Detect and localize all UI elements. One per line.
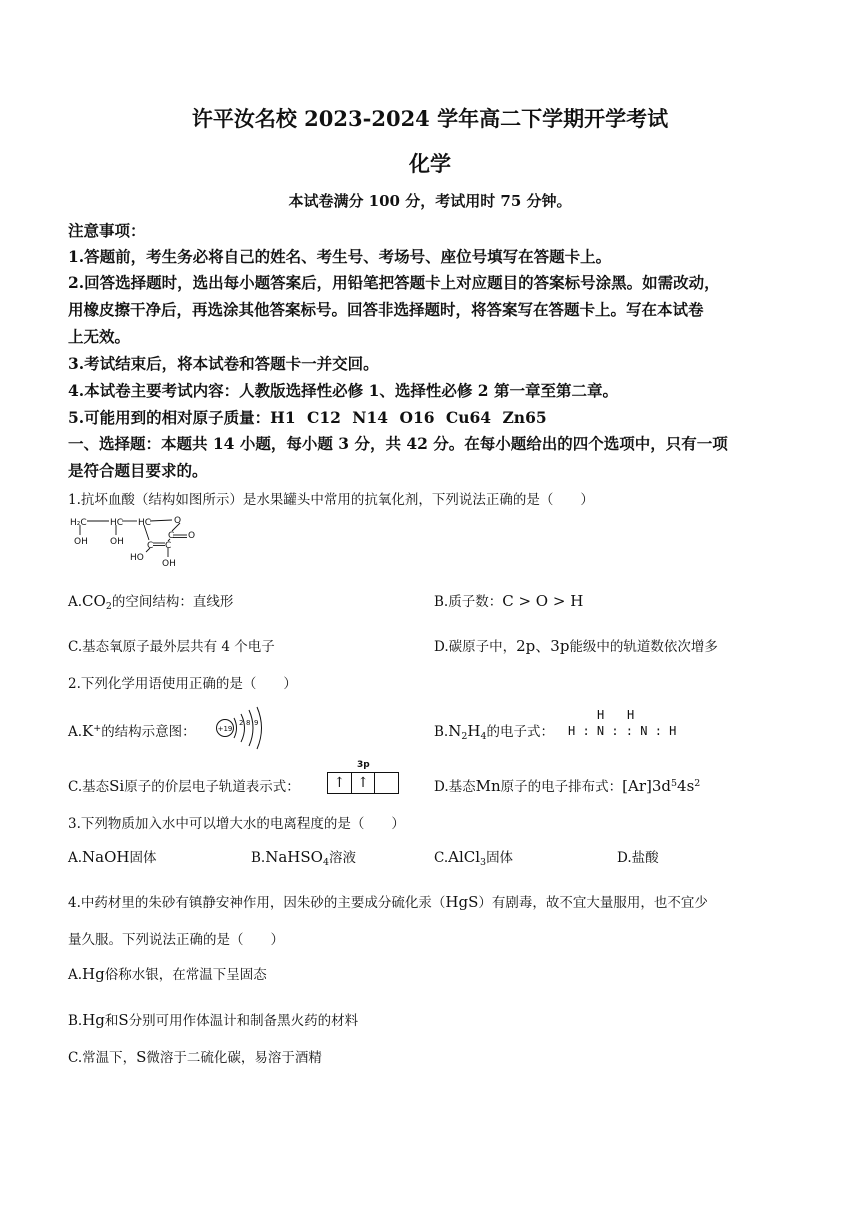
structure-c6: C [165,541,172,551]
n2h4-top-h-1: H [597,708,605,722]
q3-option-b [251,846,356,868]
q1-option-c: C.基态氧原子最外层共有 4 个电子 [68,639,275,655]
q3-b-sub: 4 [322,856,329,868]
q4-stem-pre: 4.中药材里的朱砂有镇静安神作用，因朱砂的主要成分硫化汞（ [68,895,446,911]
q4-stem-line-1 [68,891,708,911]
q2-b-prefix: B. [434,724,449,740]
q4-stem-line-2: 量久服。下列说法正确的是（ ） [68,932,284,948]
notice-item-3: 3.考试结束后，将本试卷和答题卡一并交回。 [68,354,379,373]
q3-b-text: 溶液 [328,850,356,866]
orbital-box-1: ↑ [328,773,352,793]
q2-d-el: Mn [475,777,501,795]
structure-oh-2: OH [110,537,124,547]
subject-title: 化学 [409,151,451,176]
q3-c-sub: 3 [480,856,487,868]
q1-a-text: 的空间结构：直线形 [111,594,234,610]
notice-item-2-line-1: 2.回答选择题时，选出每小题答案后，用铅笔把答题卡上对应题目的答案标号涂黑。如需改动， [68,273,720,292]
q3-c-formula: AlCl [448,848,481,866]
notice-item-2-line-2: 用橡皮擦干净后，再选涂其他答案标号。回答非选择题时，将答案写在答题卡上。写在本试卷 [68,300,704,319]
q3-c-prefix: C. [434,850,449,866]
exam-title: 许平汝名校 2023-2024 学年高二下学期开学考试 [191,106,669,131]
q1-b-prefix: B.质子数： [434,594,503,610]
structure-c5: C [147,541,154,551]
q2-a-ion: K [82,722,94,740]
q3-b-formula: NaHSO [265,848,323,866]
q1-option-d [434,635,718,656]
q4-a-prefix: A. [68,967,83,983]
q2-d-prefix: D.基态 [434,779,476,795]
q3-option-d: D.盐酸 [617,850,659,866]
q4-c-el: S [136,1048,147,1066]
q3-option-a [68,846,157,866]
q2-b-f1: N [448,722,462,740]
orbital-label-3p: 3p [357,760,370,770]
section-heading-line-2: 是符合题目要求的。 [68,461,208,480]
q2-option-c [68,775,300,795]
k-ion-structure-diagram [213,706,269,750]
structure-oh-4: OH [162,559,176,569]
q1-d-prefix: D.碳原子中， [434,639,517,655]
orbital-box-2: ↑ [352,773,376,793]
notice-item-5: 5.可能用到的相对原子质量：H1 C12 N14 O16 Cu64 Zn65 [68,408,547,427]
structure-c3: HC [138,518,152,528]
structure-o-carbonyl: O [188,531,196,541]
structure-oh-1: OH [74,537,88,547]
q4-c-prefix: C.常温下， [68,1050,137,1066]
q2-b-s1: 2 [461,730,468,742]
orbital-box-3 [375,773,398,793]
notice-item-4: 4.本试卷主要考试内容：人教版选择性必修 1、选择性必修 2 第一章至第二章。 [68,381,618,400]
q3-option-c [434,846,513,868]
q2-d-text: 原子的电子排布式： [500,779,623,795]
notice-item-1: 1.答题前，考生务必将自己的姓名、考生号、考场号、座位号填写在答题卡上。 [68,247,612,266]
q1-option-a [68,590,233,612]
q2-stem: 2.下列化学用语使用正确的是（ ） [68,676,297,692]
q2-option-d [434,775,700,795]
k-shell-2: 8 [246,719,251,727]
n2h4-top-h-2: H [627,708,635,722]
q2-d-f2: 4s [677,777,695,795]
q2-b-text: 的电子式： [486,724,554,740]
q3-c-text: 固体 [486,850,514,866]
q2-d-e2: 2 [694,777,701,789]
q4-stem-formula: HgS [445,893,479,911]
si-orbital-diagram [327,760,399,798]
q4-b-text: 分别可用作体温计和制备黑火药的材料 [128,1013,359,1029]
q4-option-c [68,1046,322,1066]
q4-b-mid: 和 [104,1013,119,1029]
q3-a-formula: NaOH [82,848,130,866]
k-shell-3: 9 [254,719,259,727]
q4-a-el: Hg [82,965,105,983]
q4-b-prefix: B. [68,1013,83,1029]
n2h4-electron-formula [568,708,677,748]
q4-stem-post: ）有剧毒，故不宜大量服用，也不宜少 [478,895,708,911]
q2-option-b [434,720,554,742]
q2-c-prefix: C.基态 [68,779,110,795]
q1-b-expr: C > O > H [502,592,584,610]
q3-a-prefix: A. [68,850,83,866]
exam-info: 本试卷满分 100 分，考试用时 75 分钟。 [288,192,572,210]
q4-b-el2: S [118,1011,129,1029]
structure-ho-3: HO [130,553,144,563]
q1-a-sub: 2 [105,600,112,612]
q3-a-text: 固体 [129,850,157,866]
q2-a-charge: + [93,722,102,734]
q2-a-prefix: A. [68,724,83,740]
section-heading-line-1: 一、选择题：本题共 14 小题，每小题 3 分，共 42 分。在每小题给出的四个选项中，只有一项 [68,434,728,453]
q2-b-f2: H [467,722,481,740]
q4-a-text: 俗称水银，在常温下呈固态 [104,967,267,983]
structure-c1: H₂C [70,518,87,528]
q2-c-text: 原子的价层电子轨道表示式： [124,779,300,795]
q1-stem: 1.抗坏血酸（结构如图所示）是水果罐头中常用的抗氧化剂，下列说法正确的是（ ） [68,492,594,508]
q2-option-a [68,720,196,740]
q2-a-text: 的结构示意图： [101,724,196,740]
orbital-boxes [327,772,399,794]
q2-d-e1: 5 [671,777,678,789]
q3-b-prefix: B. [251,850,266,866]
q4-option-b [68,1009,358,1029]
q1-d-text: 能级中的轨道数依次增多 [569,639,718,655]
q1-d-expr: 2p、3p [516,637,570,655]
q1-a-prefix: A. [68,594,83,610]
q3-stem: 3.下列物质加入水中可以增大水的电离程度的是（ ） [68,816,405,832]
ascorbic-acid-structure [66,508,206,570]
q2-c-el: Si [109,777,125,795]
k-nucleus: +19 [217,725,233,733]
q2-b-s2: 4 [480,730,487,742]
n2h4-row: H : N : : N : H [568,724,677,738]
q1-option-b [434,590,583,610]
q2-d-f1: [Ar]3d [622,777,672,795]
q4-c-text: 微溶于二硫化碳，易溶于酒精 [146,1050,322,1066]
q4-option-a [68,963,267,983]
q1-a-formula: CO [82,592,106,610]
notice-heading: 注意事项： [68,221,146,240]
structure-c2: HC [110,518,124,528]
k-shell-1: 2 [239,719,244,727]
notice-item-2-line-3: 上无效。 [68,327,131,346]
q4-b-el1: Hg [82,1011,105,1029]
structure-o-ring: O [174,516,182,526]
structure-c4: C [168,531,175,541]
